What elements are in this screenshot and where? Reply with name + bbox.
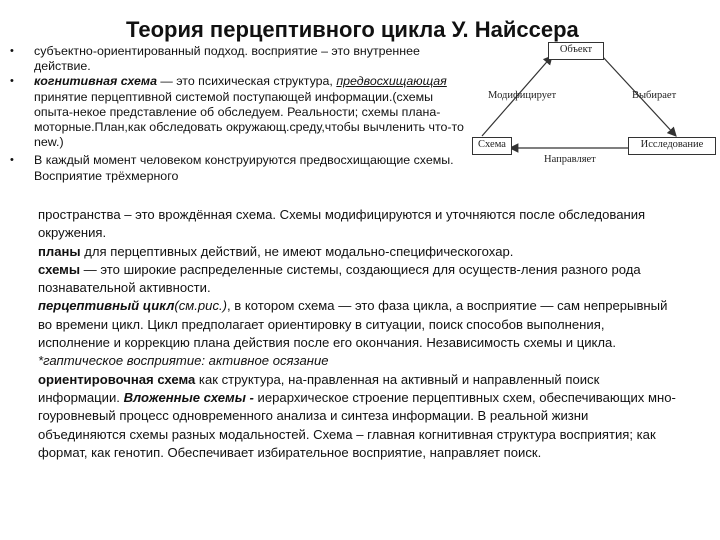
- paragraph-text: — это широкие распределенные системы, создающиеся для осуществ-ления разного рода познавательной активности.: [38, 261, 641, 296]
- bullet-list: [10, 44, 470, 184]
- figure-reference: (см.рис.): [174, 298, 227, 314]
- main-text: [38, 206, 678, 462]
- term-perceptual-cycle: перцептивный цикл: [38, 298, 175, 314]
- paragraph-text: , в котором схема — это фаза цикла, а восприятие — сам непрерывный во времени цикл. Цикл предполагает ориентировку в ситуации, поиск способов выполнения, исполнение и коррекцию плана действия после его окончания. Независимость схемы и цикла.: [38, 298, 668, 351]
- perceptual-cycle-diagram: [468, 38, 720, 168]
- bullet-item-1: [10, 44, 470, 74]
- bullet-dot: •: [10, 45, 14, 57]
- term-cognitive-schema: когнитивная схема: [34, 74, 157, 89]
- term-plans: планы: [38, 243, 81, 259]
- paragraph-haptic: *гаптическое восприятие: активное осязание: [38, 353, 329, 369]
- paragraph: [38, 371, 678, 462]
- bullet-item-3: [10, 153, 470, 183]
- paragraph-text: как структура, на-правленная на активный и направленный поиск информации.: [38, 371, 600, 405]
- paragraph: [38, 261, 678, 298]
- paragraph: [38, 243, 678, 261]
- term-orienting-schema: ориентировочная схема: [38, 371, 196, 387]
- paragraph: [38, 297, 678, 352]
- bullet-item-2: [10, 74, 470, 150]
- paragraph-text: для перцептивных действий, не имеют модально-специфическогохар.: [80, 243, 514, 259]
- schema-box: Схема: [472, 137, 512, 155]
- term-nested-schemas: Вложенные схемы -: [123, 389, 254, 405]
- selects-label: Выбирает: [632, 90, 677, 101]
- bullet-text: — это психическая структура,: [156, 74, 337, 89]
- bullet-dot: •: [10, 75, 14, 88]
- term-schemas: схемы: [38, 261, 81, 277]
- modifies-label: Модифицирует: [488, 90, 557, 101]
- research-box: Исследование: [628, 137, 716, 155]
- slide-title: Теория перцептивного цикла У. Найссера: [126, 17, 579, 42]
- paragraph-text: иерархическое строение перцептивных схем, обеспечивающих мно-гоуровневый процесс одновременного анализа и синтеза информации. В реальной жизни объединяются схемы разных модальностей. Схема – главная когнитивная структура восприятия; как формат, как генотип. Обеспечивает избирательное восприятие, направляет поиск.: [38, 389, 676, 460]
- term-anticipating: предвосхищающая: [336, 74, 447, 89]
- bullet-text: принятие перцептивной системой поступающей информации.(схемы опыта-некое представление об обследуем. Реальности; схемы плана-моторные.План,как обследовать окружающ.среду,чтобы вычленить что-то new.): [34, 89, 464, 150]
- bullet-dot: •: [10, 154, 14, 167]
- bullet-text: В каждый момент человеком конструируются предвосхищающие схемы. Восприятие трёхмерного: [34, 153, 454, 183]
- paragraph: пространства – это врождённая схема. Схемы модифицируются и уточняются после обследования окружения.: [38, 207, 646, 241]
- directs-label: Направляет: [544, 154, 596, 165]
- bullet-text: субъектно-ориентированный подход. восприятие – это внутреннее действие.: [34, 44, 420, 74]
- object-box: Объект: [548, 42, 604, 60]
